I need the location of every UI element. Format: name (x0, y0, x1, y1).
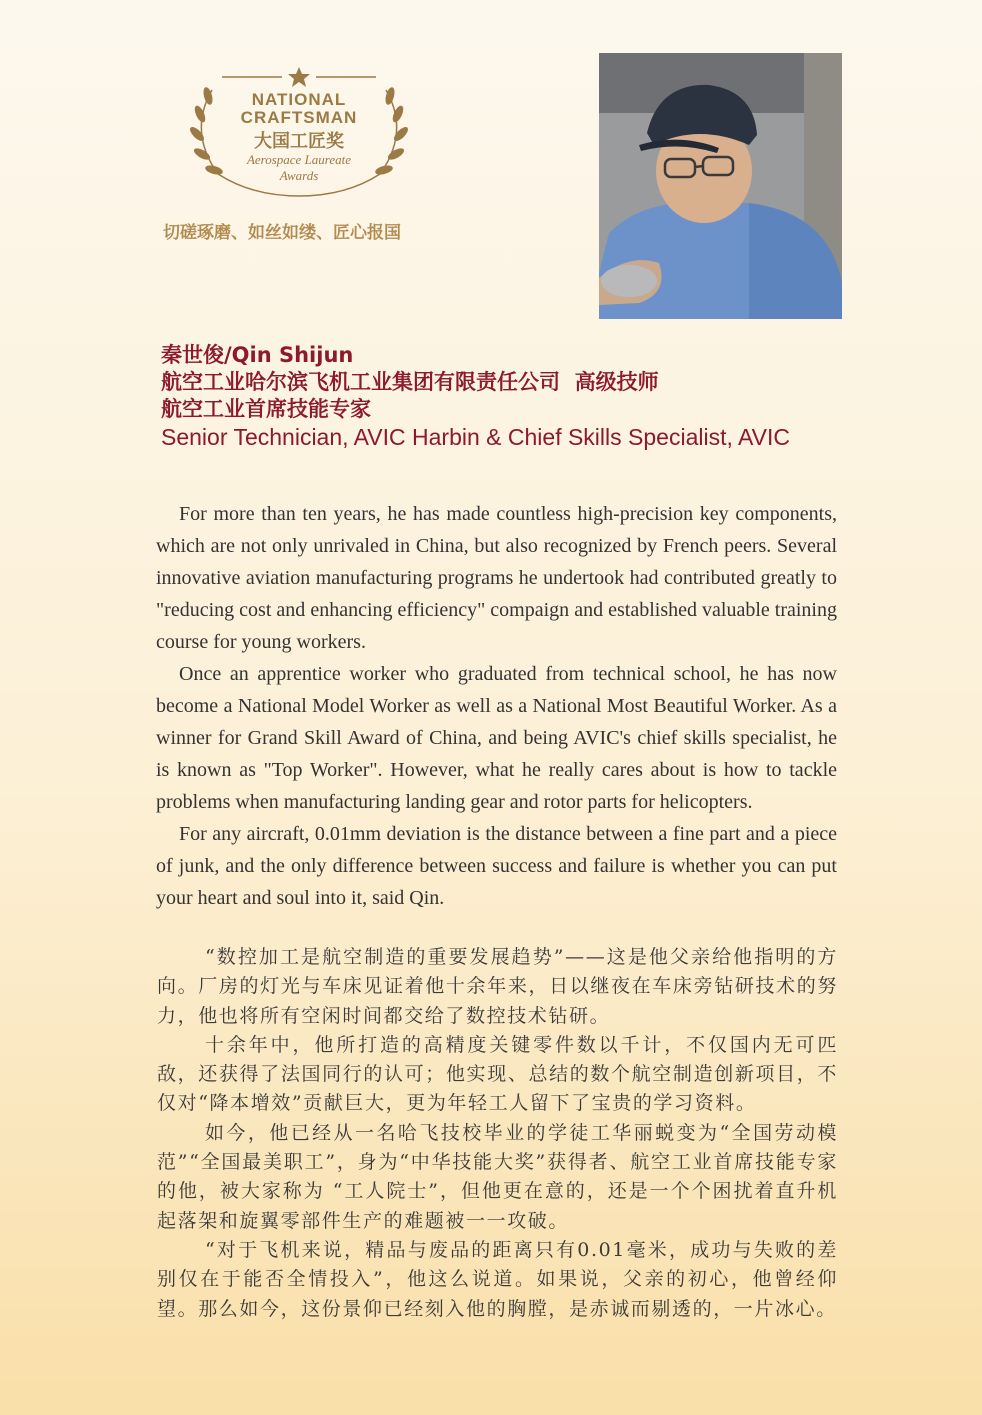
english-body (156, 498, 837, 914)
badge-line-awards: Awards (279, 168, 319, 183)
badge-line-craftsman: CRAFTSMAN (240, 108, 358, 127)
person-name: 秦世俊/Qin Shijun (161, 343, 354, 367)
badge-line-aerospace: Aerospace Laureate (246, 152, 352, 167)
english-paragraph: Once an apprentice worker who graduated from technical school, he has now become a National Model Worker as well as a National Most Beautiful Worker. As a winner for Grand Skill Award of China, and being AVIC's chief skills specialist, he is known as "Top Worker". However, what he really cares about is how to tackle problems when manufacturing landing gear and rotor parts for helicopters. (156, 663, 837, 813)
chinese-paragraph: 十余年中，他所打造的高精度关键零件数以千计，不仅国内无可匹敌，还获得了法国同行的认可；他实现、总结的数个航空制造创新项目，不仅对“降本增效”贡献巨大，更为年轻工人留下了宝贵的学习资料。 (157, 1033, 838, 1115)
company-title-cn: 航空工业哈尔滨飞机工业集团有限责任公司 高级技师 (161, 370, 659, 394)
portrait-photo (599, 53, 842, 319)
position-title-cn: 航空工业首席技能专家 (161, 397, 371, 421)
chinese-paragraph: 如今，他已经从一名哈飞技校毕业的学徒工华丽蜕变为“全国劳动模范”“全国最美职工”，身为“中华技能大奖”获得者、航空工业首席技能专家的他，被大家称为 “工人院士”，但他更在意的，还是一个个困扰着直升机起落架和旋翼零部件生产的难题被一一攻破。 (157, 1121, 838, 1232)
chinese-body (157, 943, 838, 1324)
national-craftsman-badge (182, 62, 416, 202)
person-heading (161, 342, 790, 451)
english-paragraph: For more than ten years, he has made countless high-precision key components, which are not only unrivaled in China, but also recognized by French peers. Several innovative aviation manufacturing programs he undertook had contributed greatly to "reducing cost and enhancing efficiency" compaign and established valuable training course for young workers. (156, 503, 837, 653)
slogan: 切磋琢磨、如丝如缕、匠心报国 (163, 223, 401, 243)
chinese-paragraph: “对于飞机来说，精品与废品的距离只有0.01毫米，成功与失败的差别仅在于能否全情投入”，他这么说道。如果说，父亲的初心，他曾经仰望。那么如今，这份景仰已经刻入他的胸膛，是赤诚而剔透的，一片冰心。 (157, 1238, 838, 1320)
star-icon (288, 67, 310, 87)
position-title-en: Senior Technician, AVIC Harbin & Chief Skills Specialist, AVIC (161, 424, 790, 450)
badge-line-national: NATIONAL (251, 90, 347, 109)
chinese-paragraph: “数控加工是航空制造的重要发展趋势”——这是他父亲给他指明的方向。厂房的灯光与车床见证着他十余年来，日以继夜在车床旁钻研技术的努力，他也将所有空闲时间都交给了数控技术钻研。 (157, 946, 838, 1027)
english-paragraph: For any aircraft, 0.01mm deviation is the distance between a fine part and a piece of junk, and the only difference between success and failure is whether you can put your heart and soul into it, said Qin. (156, 823, 837, 909)
badge-line-chinese: 大国工匠奖 (254, 131, 344, 152)
